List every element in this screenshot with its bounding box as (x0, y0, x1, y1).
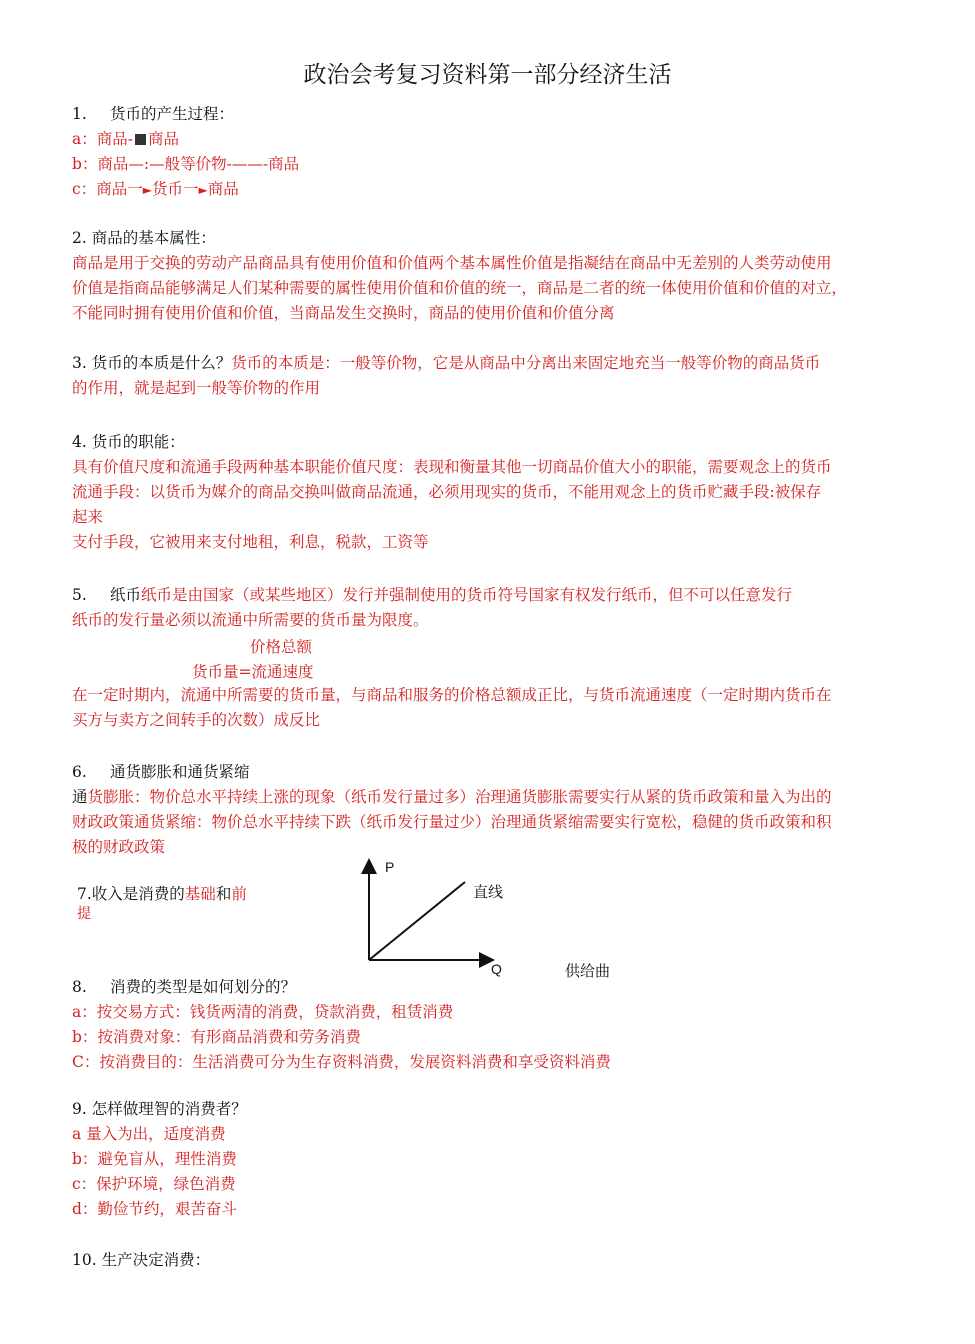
section-6-heading: 6. 通货膨胀和通货紧缩 (72, 763, 250, 781)
section-9-item: c：保护环境，绿色消费 (72, 1175, 236, 1193)
section-5 (72, 583, 912, 633)
section-2-heading: 2. 商品的基本属性： (72, 229, 216, 247)
section-6-line: 财政政策通货紧缩：物价总水平持续下跌（纸币发行量过少）治理通货紧缩需要实行宽松，稳健的货币政策和积 (72, 813, 832, 831)
x-axis-label: Q (491, 961, 502, 977)
section-9-heading: 9. 怎样做理智的消费者？ (72, 1100, 247, 1118)
section-2-line: 不能同时拥有使用价值和价值，当商品发生交换时，商品的使用价值和价值分离 (72, 304, 615, 322)
section-10-heading: 10. 生产决定消费： (72, 1251, 211, 1269)
section-5-explanation (72, 683, 912, 733)
section-4-line: 支付手段，它被用来支付地租，利息，税款，工资等 (72, 533, 429, 551)
section-8 (72, 975, 912, 1075)
supply-line (369, 882, 465, 960)
section-8-heading: 8. 消费的类型是如何划分的？ (72, 978, 297, 996)
section-5-line: 买方与卖方之间转手的次数）成反比 (72, 711, 321, 729)
section-4 (72, 430, 912, 555)
section-4-line: 起来 (72, 508, 104, 526)
arrow-right-icon: ► (198, 183, 208, 197)
graph-svg (355, 852, 645, 982)
square-glyph-icon (135, 134, 146, 145)
section-5-line: 5. 纸币纸币是由国家（或某些地区）发行并强制使用的货币符号国家有权发行纸币，但不可以任意发行 (72, 586, 793, 604)
section-7-line: 7.收入是消费的基础和前 (77, 885, 247, 903)
section-4-line: 具有价值尺度和流通手段两种基本职能价值尺度：表现和衡量其他一切商品价值大小的职能，需要观念上的货币 (72, 458, 832, 476)
section-3-line: 的作用，就是起到一般等价物的作用 (72, 379, 321, 397)
page-title: 政治会考复习资料第一部分经济生活 (303, 62, 672, 88)
section-10 (72, 1248, 912, 1273)
section-1 (72, 102, 912, 203)
section-1-item-b: b：商品—:—般等价物-——-商品 (72, 155, 300, 173)
section-8-item: C：按消费目的：生活消费可分为生存资料消费，发展资料消费和享受资料消费 (72, 1053, 611, 1071)
section-3-heading: 3. 货币的本质是什么？ (72, 354, 232, 372)
section-6-line: 极的财政政策 (72, 838, 166, 856)
arrow-right-icon: ► (142, 183, 152, 197)
section-7-line-2: 提 (77, 906, 91, 922)
section-6-line: 通货膨胀：物价总水平持续上涨的现象（纸币发行量过多）治理通货膨胀需要实行从紧的货币政策和量入为出的 (72, 788, 832, 806)
section-2-line: 商品是用于交换的劳动产品商品具有使用价值和价值两个基本属性价值是指凝结在商品中无差别的人类劳动使用 (72, 254, 832, 272)
formula-denominator: 货币量=流通速度 (192, 663, 314, 681)
formula-numerator: 价格总额 (250, 638, 313, 656)
section-9-item: b：避免盲从，理性消费 (72, 1150, 237, 1168)
section-9 (72, 1097, 912, 1222)
section-2 (72, 226, 912, 326)
section-9-item: a 量入为出，适度消费 (72, 1125, 226, 1143)
graph-caption: 供给曲 (565, 962, 611, 980)
section-5-line: 在一定时期内，流通中所需要的货币量，与商品和服务的价格总额成正比，与货币流通速度（一定时期内货币在 (72, 686, 832, 704)
section-4-line: 流通手段：以货币为媒介的商品交换叫做商品流通，必须用现实的货币，不能用观念上的货币贮藏手段:被保存 (72, 483, 822, 501)
section-7 (77, 884, 277, 924)
section-1-item-a: a：商品- 商品 (72, 130, 180, 148)
section-2-line: 价值是指商品能够满足人们某种需要的属性使用价值和价值的统一，商品是二者的统一体使用价值和价值的对立， (72, 279, 848, 297)
section-1-item-c: c：商品一►货币一►商品 (72, 180, 239, 198)
section-6 (72, 760, 912, 860)
section-9-item: d：勤俭节约，艰苦奋斗 (72, 1200, 237, 1218)
section-4-heading: 4. 货币的职能： (72, 433, 185, 451)
section-3-line: 3. 货币的本质是什么？货币的本质是：一般等价物，它是从商品中分离出来固定地充当一般等价物的商品货币 (72, 354, 821, 372)
section-5-line: 纸币的发行量必须以流通中所需要的货币量为限度。 (72, 611, 429, 629)
line-label: 直线 (473, 883, 504, 901)
section-8-item: a：按交易方式：钱货两清的消费，贷款消费，租赁消费 (72, 1003, 454, 1021)
section-1-heading: 1. 货币的产生过程： (72, 105, 235, 123)
y-axis-label: P (385, 859, 395, 875)
section-8-item: b：按消费对象：有形商品消费和劳务消费 (72, 1028, 361, 1046)
supply-curve-graph (355, 852, 645, 980)
section-3 (72, 351, 912, 401)
